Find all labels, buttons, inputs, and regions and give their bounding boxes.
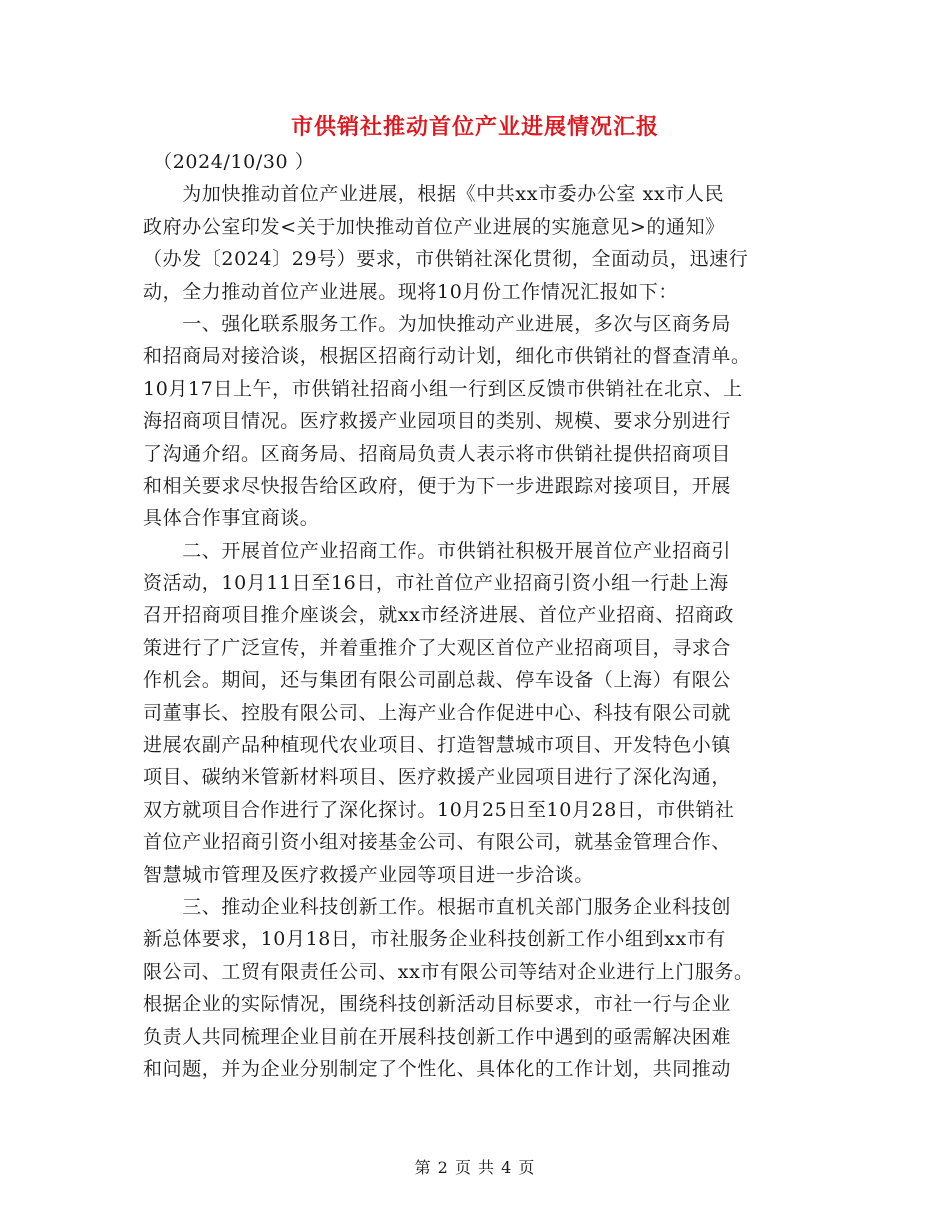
text-line: 司董事长、控股有限公司、上海产业合作促进中心、科技有限公司就 [143,701,732,724]
section-three-start: 三、推动企业科技创新工作。根据市直机关部门服务企业科技创 [143,895,732,918]
text-line: 资活动，10月11日至16日，市社首位产业招商引资小组一行赴上海 [143,572,729,595]
text-line: 和问题，并为企业分别制定了个性化、具体化的工作计划，共同推动 [143,1057,732,1080]
text-line: 双方就项目合作进行了深化探讨。10月25日至10月28日，市供销社 [143,798,735,821]
text-line: 策进行了广泛宣传，并着重推介了大观区首位产业招商项目，寻求合 [143,636,732,659]
text-line: 进展农副产品种植现代农业项目、打造智慧城市项目、开发特色小镇 [143,734,732,757]
document-body [143,146,808,1085]
text-line: 新总体要求，10月18日，市社服务企业科技创新工作小组到xx市有 [143,928,726,951]
page-number-footer: 第 2 页 共 4 页 [414,1158,536,1177]
text-line: 作机会。期间，还与集团有限公司副总裁、停车设备（上海）有限公 [143,669,732,692]
text-line: 负责人共同梳理企业目前在开展科技创新工作中遇到的亟需解决困难 [143,1025,732,1048]
text-line: 项目、碳纳米管新材料项目、医疗救援产业园项目进行了深化沟通， [143,766,732,789]
text-line: 和相关要求尽快报告给区政府，便于为下一步进跟踪对接项目，开展 [143,474,732,497]
text-line: 智慧城市管理及医疗救援产业园等项目进一步洽谈。 [143,863,594,886]
text-line: 首位产业招商引资小组对接基金公司、有限公司，就基金管理合作、 [143,831,732,854]
text-line: 限公司、工贸有限责任公司、xx市有限公司等结对企业进行上门服务。 [143,960,754,983]
text-line: 海招商项目情况。医疗救援产业园项目的类别、规模、要求分别进行 [143,410,732,433]
text-line: 为加快推动首位产业进展，根据《中共xx市委办公室 xx市人民 [143,183,725,206]
text-line: （办发〔2024〕29号）要求，市供销社深化贯彻，全面动员，迅速行 [143,248,749,271]
text-line: 了沟通介绍。区商务局、招商局负责人表示将市供销社提供招商项目 [143,442,732,465]
section-one-start: 一、强化联系服务工作。为加快推动产业进展，多次与区商务局 [143,312,732,335]
text-line: 和招商局对接洽谈，根据区招商行动计划，细化市供销社的督查清单。 [143,345,751,368]
section-two-start: 二、开展首位产业招商工作。市供销社积极开展首位产业招商引 [143,539,732,562]
document-title: 市供销社推动首位产业进展情况汇报 [290,115,659,140]
text-line: 动，全力推动首位产业进展。现将10月份工作情况汇报如下： [143,280,678,303]
text-line: 具体合作事宜商谈。 [143,507,320,530]
text-line: 根据企业的实际情况，围绕科技创新活动目标要求，市社一行与企业 [143,993,732,1016]
text-line: 政府办公室印发<关于加快推动首位产业进展的实施意见>的通知》 [143,215,725,238]
text-line: 召开招商项目推介座谈会，就xx市经济进展、首位产业招商、招商政 [143,604,735,627]
date-line: （2024/10/30 ） [143,151,315,173]
text-line: 10月17日上午，市供销社招商小组一行到区反馈市供销社在北京、上 [143,377,743,400]
